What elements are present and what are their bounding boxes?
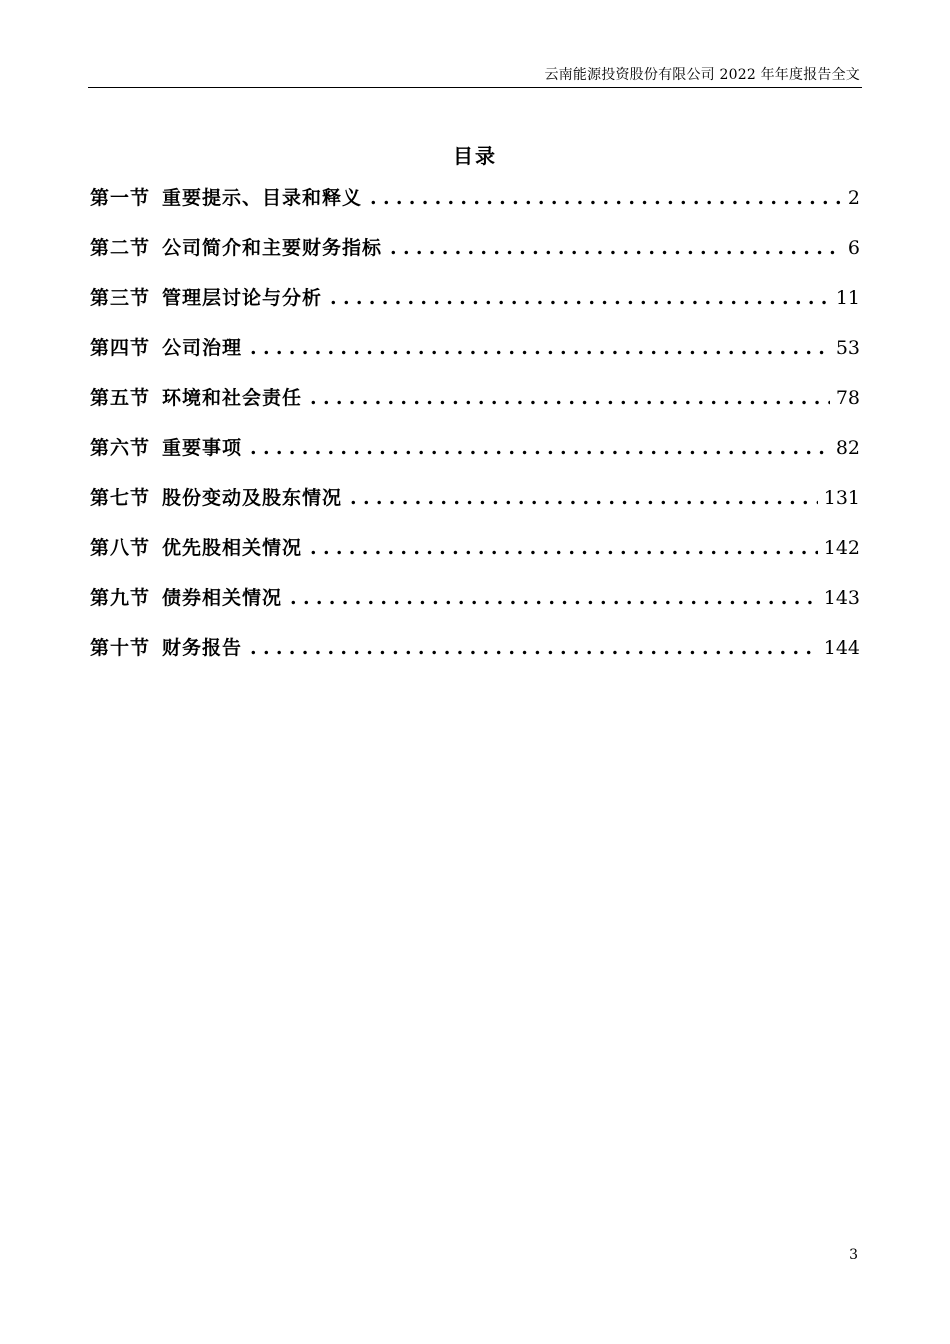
toc-page-number: 2 [847,187,860,209]
toc-section-number: 第七节 [90,487,151,509]
toc-leader-dots [330,283,830,313]
toc-entry-section-2[interactable] [90,233,860,283]
toc-section-name: 环境和社会责任 [162,387,303,409]
document-header: 云南能源投资股份有限公司 2022 年年度报告全文 [544,67,860,83]
toc-section-name: 公司治理 [162,337,243,359]
toc-title: 目录 [453,144,497,168]
toc-leader-dots [290,583,818,613]
toc-section-number: 第四节 [90,337,151,359]
toc-section-number: 第八节 [90,537,151,559]
toc-section-number: 第一节 [90,187,151,209]
toc-entry-section-8[interactable] [90,533,860,583]
toc-leader-dots [250,333,830,363]
toc-leader-dots [250,633,818,663]
toc-section-name: 重要事项 [162,437,243,459]
toc-leader-dots [370,183,842,213]
toc-leader-dots [310,533,818,563]
toc-page-number: 131 [823,487,860,509]
toc-page-number: 144 [823,637,860,659]
toc-entry-section-4[interactable] [90,333,860,383]
toc-page-number: 143 [823,587,860,609]
toc-page-number: 53 [835,337,860,359]
toc-section-number: 第六节 [90,437,151,459]
toc-entry-section-7[interactable] [90,483,860,533]
toc-section-number: 第二节 [90,237,151,259]
toc-page-number: 82 [835,437,860,459]
toc-leader-dots [250,433,830,463]
toc-page-number: 142 [823,537,860,559]
toc-entry-section-10[interactable] [90,633,860,683]
toc-entry-section-5[interactable] [90,383,860,433]
toc-page-number: 6 [847,237,860,259]
toc-section-number: 第五节 [90,387,151,409]
toc-leader-dots [390,233,842,263]
toc-entry-section-1[interactable] [90,183,860,233]
toc-leader-dots [350,483,818,513]
toc-section-name: 公司简介和主要财务指标 [162,237,383,259]
page-number: 3 [849,1247,858,1263]
toc-page-number: 11 [835,287,860,309]
toc-section-number: 第三节 [90,287,151,309]
toc-section-name: 债券相关情况 [162,587,283,609]
toc-section-number: 第九节 [90,587,151,609]
toc-section-name: 优先股相关情况 [162,537,303,559]
toc-entry-section-9[interactable] [90,583,860,633]
toc-entry-section-6[interactable] [90,433,860,483]
toc-section-name: 管理层讨论与分析 [162,287,323,309]
toc-section-number: 第十节 [90,637,151,659]
toc-section-name: 财务报告 [162,637,243,659]
toc-section-name: 重要提示、目录和释义 [162,187,363,209]
toc-entry-section-3[interactable] [90,283,860,333]
toc-page-number: 78 [835,387,860,409]
table-of-contents [90,183,860,683]
header-divider [88,87,862,88]
toc-section-name: 股份变动及股东情况 [162,487,343,509]
toc-leader-dots [310,383,830,413]
